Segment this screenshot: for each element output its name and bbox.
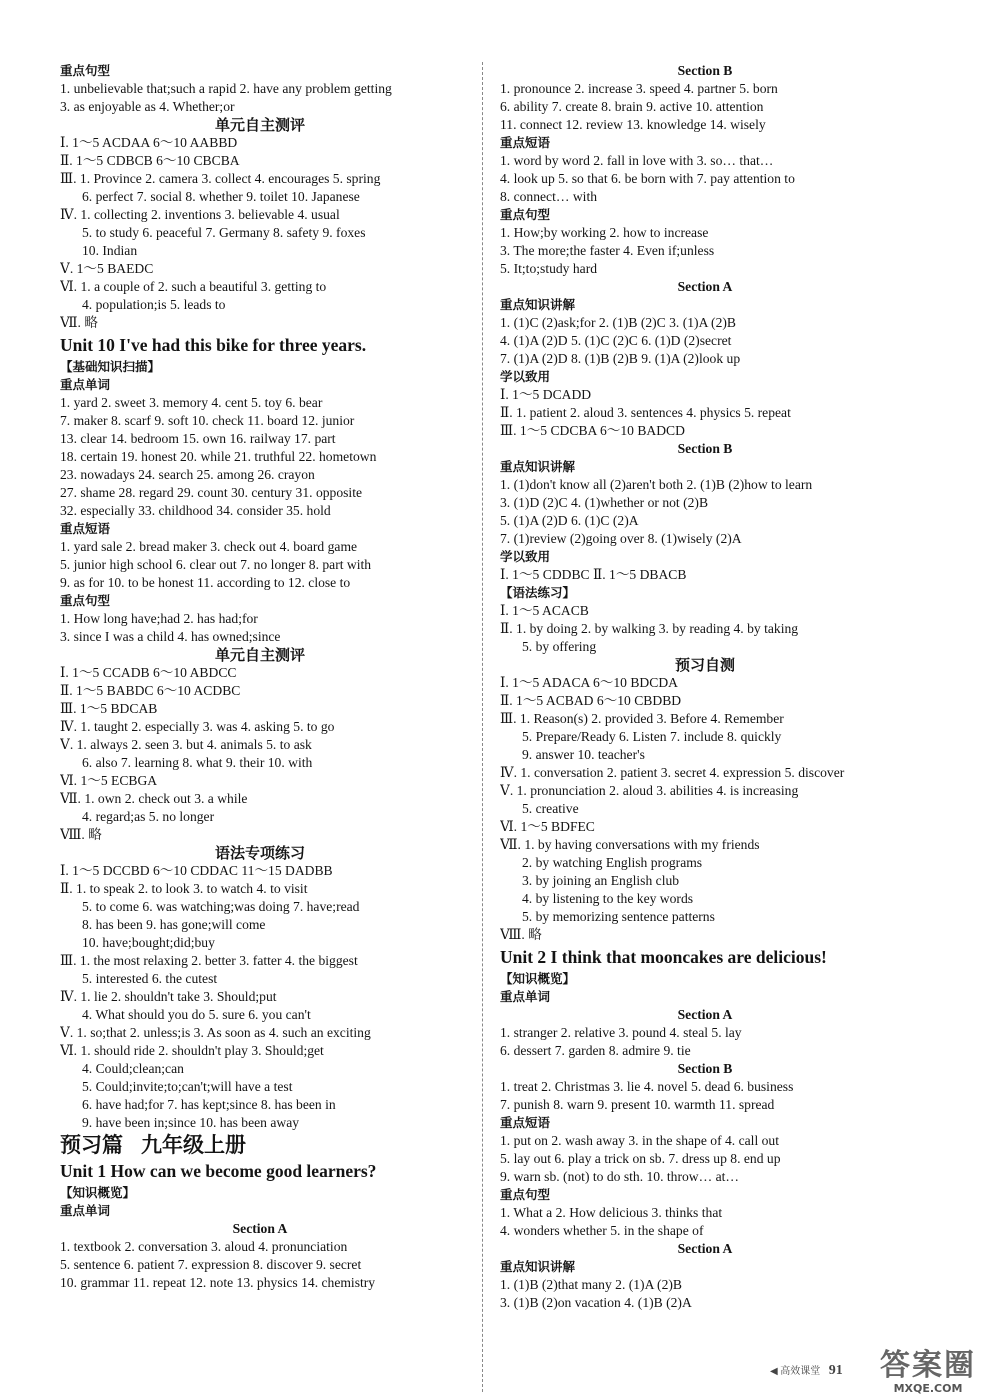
answer-line: Ⅰ. 1～5 ACACB (500, 603, 589, 618)
section-heading: 重点短语 (60, 521, 111, 536)
section-heading: 重点知识讲解 (500, 1259, 576, 1274)
answer-line: Ⅱ. 1～5 CDBCB 6～10 CBCBA (60, 153, 240, 168)
answer-line: 1. yard 2. sweet 3. memory 4. cent 5. toy 6. bear (60, 395, 323, 410)
answer-line: 1. treat 2. Christmas 3. lie 4. novel 5. dead 6. business (500, 1079, 794, 1094)
section-heading: 重点短语 (500, 135, 551, 150)
answer-line: 5. interested 6. the cutest (82, 971, 218, 986)
answer-line: 5. sentence 6. patient 7. expression 8. discover 9. secret (60, 1257, 362, 1272)
answer-line: Ⅰ. 1～5 CCADB 6～10 ABDCC (60, 665, 237, 680)
centered-heading: 单元自主测评 (214, 646, 305, 664)
answer-line: 7. (1)A (2)D 8. (1)B (2)B 9. (1)A (2)look up (500, 351, 741, 366)
answer-line: 5. junior high school 6. clear out 7. no longer 8. part with (60, 557, 372, 572)
answer-line: 4. (1)A (2)D 5. (1)C (2)C 6. (1)D (2)secret (500, 333, 732, 348)
watermark-logo (880, 1350, 976, 1395)
unit-title: Unit 1 How can we become good learners? (60, 1161, 377, 1181)
answer-line: 9. warn sb. (not) to do sth. 10. throw… at… (500, 1169, 739, 1184)
section-label: Section B (677, 441, 733, 456)
unit-title: Unit 2 I think that mooncakes are delicious! (500, 947, 827, 967)
answer-line: 9. answer 10. teacher's (522, 747, 645, 762)
answer-line: 8. connect… with (500, 189, 598, 204)
answer-line: 1. What a 2. How delicious 3. thinks that (500, 1205, 723, 1220)
answer-line: 2. by watching English programs (522, 855, 703, 870)
answer-line: Ⅱ. 1. by doing 2. by walking 3. by reading 4. by taking (500, 621, 799, 636)
answer-line: 13. clear 14. bedroom 15. own 16. railway 17. part (60, 431, 336, 446)
answer-line: 7. maker 8. scarf 9. soft 10. check 11. board 12. junior (60, 413, 355, 428)
answer-line: 4. look up 5. so that 6. be born with 7. pay attention to (500, 171, 795, 186)
answer-line: 27. shame 28. regard 29. count 30. century 31. opposite (60, 485, 363, 500)
unit-title: Unit 10 I've had this bike for three years. (60, 335, 367, 355)
answer-line: 10. have;bought;did;buy (82, 935, 215, 950)
answer-line: 8. has been 9. has gone;will come (82, 917, 266, 932)
left-column (60, 62, 460, 1292)
answer-line: Ⅵ. 1. should ride 2. shouldn't play 3. Should;get (60, 1043, 324, 1058)
answer-line: Ⅵ. 1～5 BDFEC (500, 819, 595, 834)
answer-line: 3. since I was a child 4. has owned;since (60, 629, 281, 644)
answer-line: Ⅷ. 略 (60, 827, 102, 842)
answer-line: Ⅲ. 1～5 CDCBA 6～10 BADCD (500, 423, 685, 438)
answer-line: Ⅲ. 1. Province 2. camera 3. collect 4. encourages 5. spring (60, 171, 381, 186)
answer-line: 5. by memorizing sentence patterns (522, 909, 715, 924)
answer-line: 1. How;by working 2. how to increase (500, 225, 709, 240)
right-column (500, 62, 910, 1312)
section-heading: 学以致用 (500, 369, 551, 384)
answer-line: 1. word by word 2. fall in love with 3. so… that… (500, 153, 774, 168)
answer-line: 11. connect 12. review 13. knowledge 14. wisely (500, 117, 766, 132)
answer-line: 1. (1)C (2)ask;for 2. (1)B (2)C 3. (1)A (2)B (500, 315, 736, 330)
answer-line: 18. certain 19. honest 20. while 21. truthful 22. hometown (60, 449, 377, 464)
answer-line: 1. (1)B (2)that many 2. (1)A (2)B (500, 1277, 682, 1292)
answer-line: Ⅲ. 1. the most relaxing 2. better 3. fatter 4. the biggest (60, 953, 358, 968)
answer-line: 5. to study 6. peaceful 7. Germany 8. safety 9. foxes (82, 225, 366, 240)
answer-line: Ⅴ. 1～5 BAEDC (60, 261, 154, 276)
section-heading: 重点句型 (60, 593, 111, 608)
section-heading: 重点知识讲解 (500, 459, 576, 474)
answer-line: 5. (1)A (2)D 6. (1)C (2)A (500, 513, 639, 528)
section-label: Section B (677, 1061, 733, 1076)
section-heading: 【知识概览】 (60, 1185, 136, 1200)
answer-line: Ⅴ. 1. pronunciation 2. aloud 3. abilities 4. is increasing (500, 783, 799, 798)
section-heading: 学以致用 (500, 549, 551, 564)
answer-line: Ⅳ. 1. taught 2. especially 3. was 4. asking 5. to go (60, 719, 335, 734)
section-heading: 重点单词 (500, 989, 551, 1004)
section-heading: 重点句型 (500, 207, 551, 222)
answer-line: 23. nowadays 24. search 25. among 26. crayon (60, 467, 315, 482)
answer-line: 4. population;is 5. leads to (82, 297, 226, 312)
answer-line: Ⅰ. 1～5 ACDAA 6～10 AABBD (60, 135, 238, 150)
answer-line: Ⅵ. 1～5 ECBGA (60, 773, 158, 788)
answer-line: 4. by listening to the key words (522, 891, 694, 906)
section-heading: 【基础知识扫描】 (60, 359, 161, 374)
section-label: Section A (232, 1221, 288, 1236)
answer-line: Ⅷ. 略 (500, 927, 542, 942)
answer-line: Ⅶ. 略 (60, 315, 98, 330)
answer-line: 6. dessert 7. garden 8. admire 9. tie (500, 1043, 691, 1058)
answer-line: Ⅶ. 1. own 2. check out 3. a while (60, 791, 248, 806)
answer-line: Ⅱ. 1～5 BABDC 6～10 ACDBC (60, 683, 241, 698)
answer-line: 3. by joining an English club (522, 873, 680, 888)
section-heading: 【知识概览】 (500, 971, 576, 986)
section-heading: 重点短语 (500, 1115, 551, 1130)
answer-line: Ⅳ. 1. conversation 2. patient 3. secret 4. expression 5. discover (500, 765, 845, 780)
section-heading: 【语法练习】 (500, 585, 576, 600)
answer-line: Ⅴ. 1. so;that 2. unless;is 3. As soon as 4. such an exciting (60, 1025, 371, 1040)
answer-line: Ⅵ. 1. a couple of 2. such a beautiful 3. getting to (60, 279, 327, 294)
centered-heading: 语法专项练习 (214, 844, 305, 862)
answer-line: Ⅰ. 1～5 DCADD (500, 387, 592, 402)
answer-line: 10. Indian (82, 243, 138, 258)
answer-line: Ⅳ. 1. collecting 2. inventions 3. believable 4. usual (60, 207, 340, 222)
section-heading: 重点句型 (60, 63, 111, 78)
section-heading: 重点单词 (60, 1203, 111, 1218)
page-number: 91 (828, 1363, 843, 1378)
answer-line: Ⅱ. 1. to speak 2. to look 3. to watch 4. to visit (60, 881, 308, 896)
answer-line: 10. grammar 11. repeat 12. note 13. physics 14. chemistry (60, 1275, 376, 1290)
answer-line: 7. (1)review (2)going over 8. (1)wisely (2)A (500, 531, 742, 546)
section-heading: 重点单词 (60, 377, 111, 392)
answer-line: 5. by offering (522, 639, 597, 654)
answer-line: 4. wonders whether 5. in the shape of (500, 1223, 704, 1238)
answer-line: Ⅰ. 1～5 CDDBC Ⅱ. 1～5 DBACB (500, 567, 687, 582)
answer-line: 3. The more;the faster 4. Even if;unless (500, 243, 715, 258)
answer-line: 1. unbelievable that;such a rapid 2. have any problem getting (60, 81, 392, 96)
column-divider (482, 62, 483, 1392)
answer-line: Ⅳ. 1. lie 2. shouldn't take 3. Should;put (60, 989, 277, 1004)
answer-line: 5. It;to;study hard (500, 261, 598, 276)
answer-line: 1. stranger 2. relative 3. pound 4. steal 5. lay (500, 1025, 742, 1040)
centered-heading: 单元自主测评 (214, 116, 305, 134)
answer-line: Ⅲ. 1～5 BDCAB (60, 701, 158, 716)
answer-line: 5. creative (522, 801, 579, 816)
answer-line: 5. Could;invite;to;can't;will have a test (82, 1079, 293, 1094)
answer-line: 4. regard;as 5. no longer (82, 809, 215, 824)
part-heading (60, 1132, 460, 1158)
answer-line: 6. also 7. learning 8. what 9. their 10. with (82, 755, 313, 770)
page-footer (770, 1362, 843, 1379)
answer-line: 5. Prepare/Ready 6. Listen 7. include 8. quickly (522, 729, 782, 744)
answer-line: 5. to come 6. was watching;was doing 7. have;read (82, 899, 360, 914)
section-label: Section A (677, 279, 733, 294)
logo-url: MXQE.COM (893, 1382, 963, 1395)
section-heading: 重点知识讲解 (500, 297, 576, 312)
answer-line: 1. put on 2. wash away 3. in the shape of 4. call out (500, 1133, 779, 1148)
answer-line: 6. perfect 7. social 8. whether 9. toilet 10. Japanese (82, 189, 360, 204)
section-heading: 重点句型 (500, 1187, 551, 1202)
answer-line: Ⅱ. 1～5 ACBAD 6～10 CBDBD (500, 693, 682, 708)
answer-line: 9. as for 10. to be honest 11. according to 12. close to (60, 575, 351, 590)
answer-line: 6. ability 7. create 8. brain 9. active 10. attention (500, 99, 764, 114)
answer-line: Ⅰ. 1～5 DCCBD 6～10 CDDAC 11～15 DADBB (60, 863, 333, 878)
logo-text: 答案圈 (880, 1348, 976, 1383)
answer-line: Ⅱ. 1. patient 2. aloud 3. sentences 4. physics 5. repeat (500, 405, 791, 420)
part-heading-part: 预习篇 (60, 1133, 123, 1157)
answer-line: Ⅴ. 1. always 2. seen 3. but 4. animals 5. to ask (60, 737, 312, 752)
answer-line: 1. textbook 2. conversation 3. aloud 4. pronunciation (60, 1239, 348, 1254)
section-label: Section A (677, 1007, 733, 1022)
centered-heading: 预习自测 (674, 656, 735, 674)
section-label: Section B (677, 63, 733, 78)
answer-line: 9. have been in;since 10. has been away (82, 1115, 300, 1130)
answer-line: 3. (1)D (2)C 4. (1)whether or not (2)B (500, 495, 709, 510)
answer-line: 1. yard sale 2. bread maker 3. check out 4. board game (60, 539, 358, 554)
brand-label: ◀ 高效课堂 (770, 1366, 821, 1377)
answer-line: Ⅶ. 1. by having conversations with my friends (500, 837, 760, 852)
answer-line: Ⅰ. 1～5 ADACA 6～10 BDCDA (500, 675, 678, 690)
answer-line: 1. pronounce 2. increase 3. speed 4. partner 5. born (500, 81, 778, 96)
answer-line: 4. Could;clean;can (82, 1061, 184, 1076)
answer-line: 6. have had;for 7. has kept;since 8. has been in (82, 1097, 336, 1112)
answer-line: 32. especially 33. childhood 34. consider 35. hold (60, 503, 331, 518)
answer-line: 3. as enjoyable as 4. Whether;or (60, 99, 235, 114)
answer-line: 1. How long have;had 2. has had;for (60, 611, 258, 626)
part-heading-part: 九年级上册 (141, 1133, 246, 1157)
answer-line: 3. (1)B (2)on vacation 4. (1)B (2)A (500, 1295, 692, 1310)
answer-line: 1. (1)don't know all (2)aren't both 2. (1)B (2)how to learn (500, 477, 813, 492)
answer-line: 7. punish 8. warn 9. present 10. warmth 11. spread (500, 1097, 775, 1112)
answer-line: 4. What should you do 5. sure 6. you can't (82, 1007, 311, 1022)
answer-line: 5. lay out 6. play a trick on sb. 7. dress up 8. end up (500, 1151, 781, 1166)
section-label: Section A (677, 1241, 733, 1256)
answer-line: Ⅲ. 1. Reason(s) 2. provided 3. Before 4. Remember (500, 711, 784, 726)
